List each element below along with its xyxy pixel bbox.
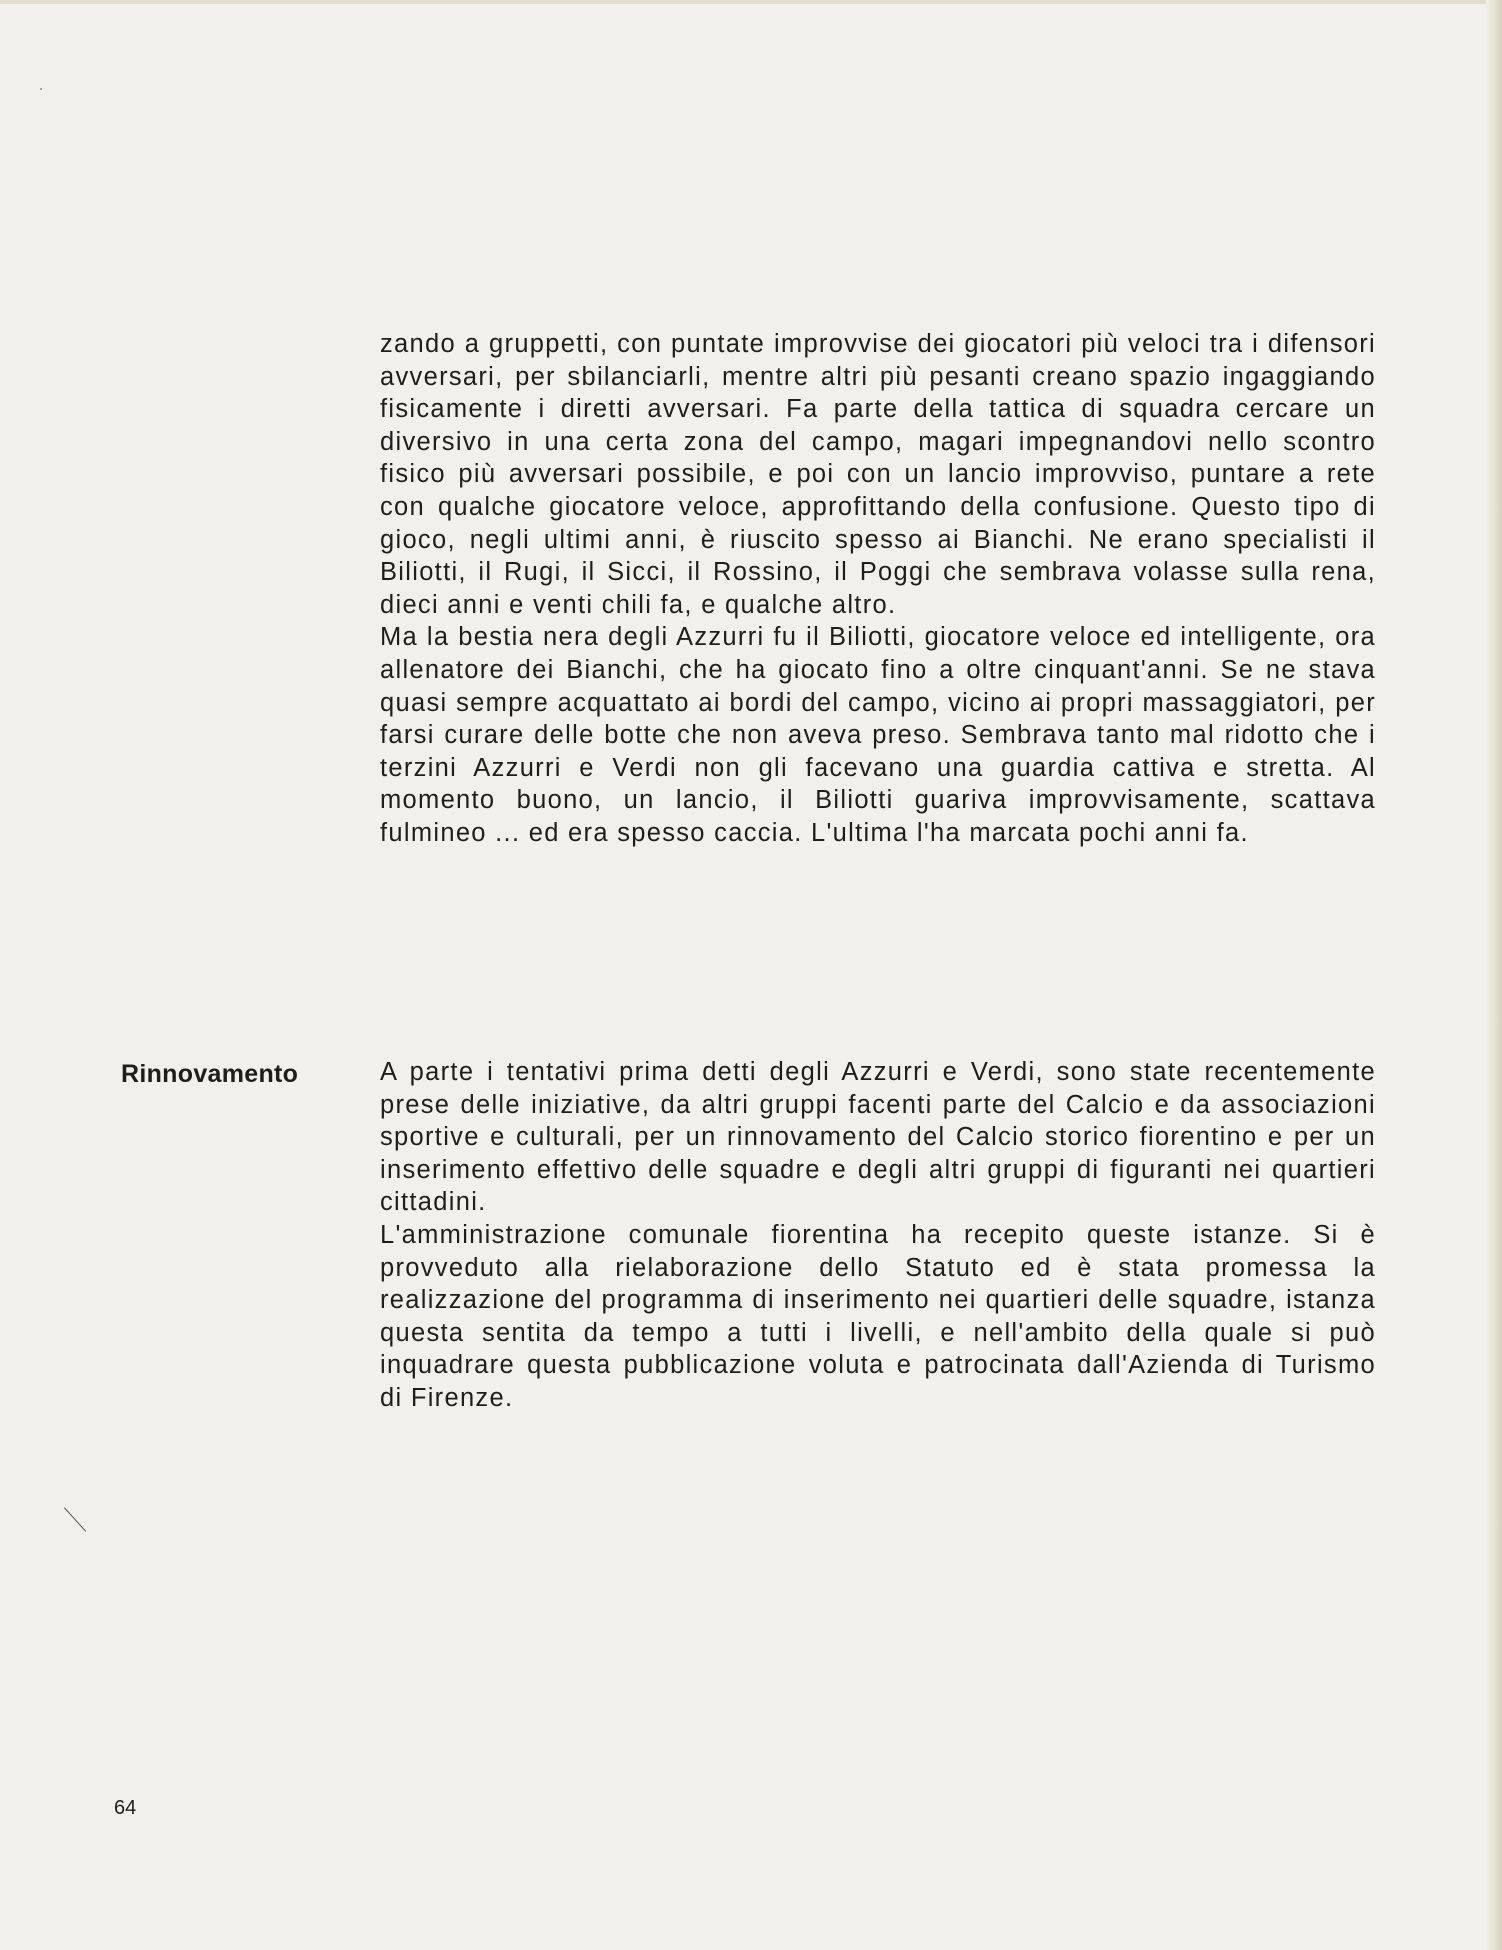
body-paragraph: Ma la bestia nera degli Azzurri fu il Biliotti, giocatore veloce ed intelligente, ora allenatore dei Bianchi, che ha giocato fino a oltre cinquant'anni. Se ne stava quasi sempre acquattato ai bordi del campo, vicino ai propri massaggiatori, per farsi curare delle botte che non aveva preso. Sembrava tanto mal ridotto che i terzini Azzurri e Verdi non gli facevano una guardia cattiva e stretta. Al momento buono, un lancio, il Biliotti guariva improvvisamente, scattava fulmineo ... ed era spesso caccia. L'ultima l'ha marcata pochi anni fa.	[380, 623, 1376, 847]
paper-speck	[40, 88, 42, 90]
body-paragraph: A parte i tentativi prima detti degli Azzurri e Verdi, sono state recentemente prese delle iniziative, da altri gruppi facenti parte del Calcio e da associazioni sportive e culturali, per un rinnovamento del Calcio storico fiorentino e per un inserimento effettivo delle squadre e degli altri gruppi di figuranti nei quartieri cittadini.	[380, 1058, 1376, 1217]
page-top-edge	[0, 0, 1502, 4]
body-paragraph: L'amministrazione comunale fiorentina ha recepito queste istanze. Si è provveduto alla rielaborazione dello Statuto ed è stata promessa la realizzazione del programma di inserimento nei quartieri delle squadre, istanza questa sentita da tempo a tutti i livelli, e nell'ambito della quale si può inquadrare questa pubblicazione voluta e patrocinata dall'Azienda di Turismo di Firenze.	[380, 1220, 1376, 1412]
page-number: 64	[114, 1797, 137, 1819]
body-paragraph: zando a gruppetti, con puntate improvvise dei giocatori più veloci tra i difensori avversari, per sbilanciarli, mentre altri più pesanti creano spazio ingaggiando fisicamente i diretti avversari. Fa parte della tattica di squadra cercare un diversivo in una certa zona del campo, magari impegnandovi nello scontro fisico più avversari possibile, e poi con un lancio improvviso, puntare a rete con qualche giocatore veloce, approfittando della confusione. Questo tipo di gioco, negli ultimi anni, è riuscito spesso ai Bianchi. Ne erano specialisti il Biliotti, il Rugi, il Sicci, il Rossino, il Poggi che sembrava volasse sulla rena, dieci anni e venti chili fa, e qualche altro.	[380, 330, 1376, 619]
pencil-mark	[64, 1507, 86, 1531]
section-text-block	[380, 1056, 1376, 1415]
page-binding-edge	[1486, 0, 1502, 1950]
section-heading: Rinnovamento	[121, 1060, 299, 1088]
continued-text-block	[380, 328, 1376, 850]
